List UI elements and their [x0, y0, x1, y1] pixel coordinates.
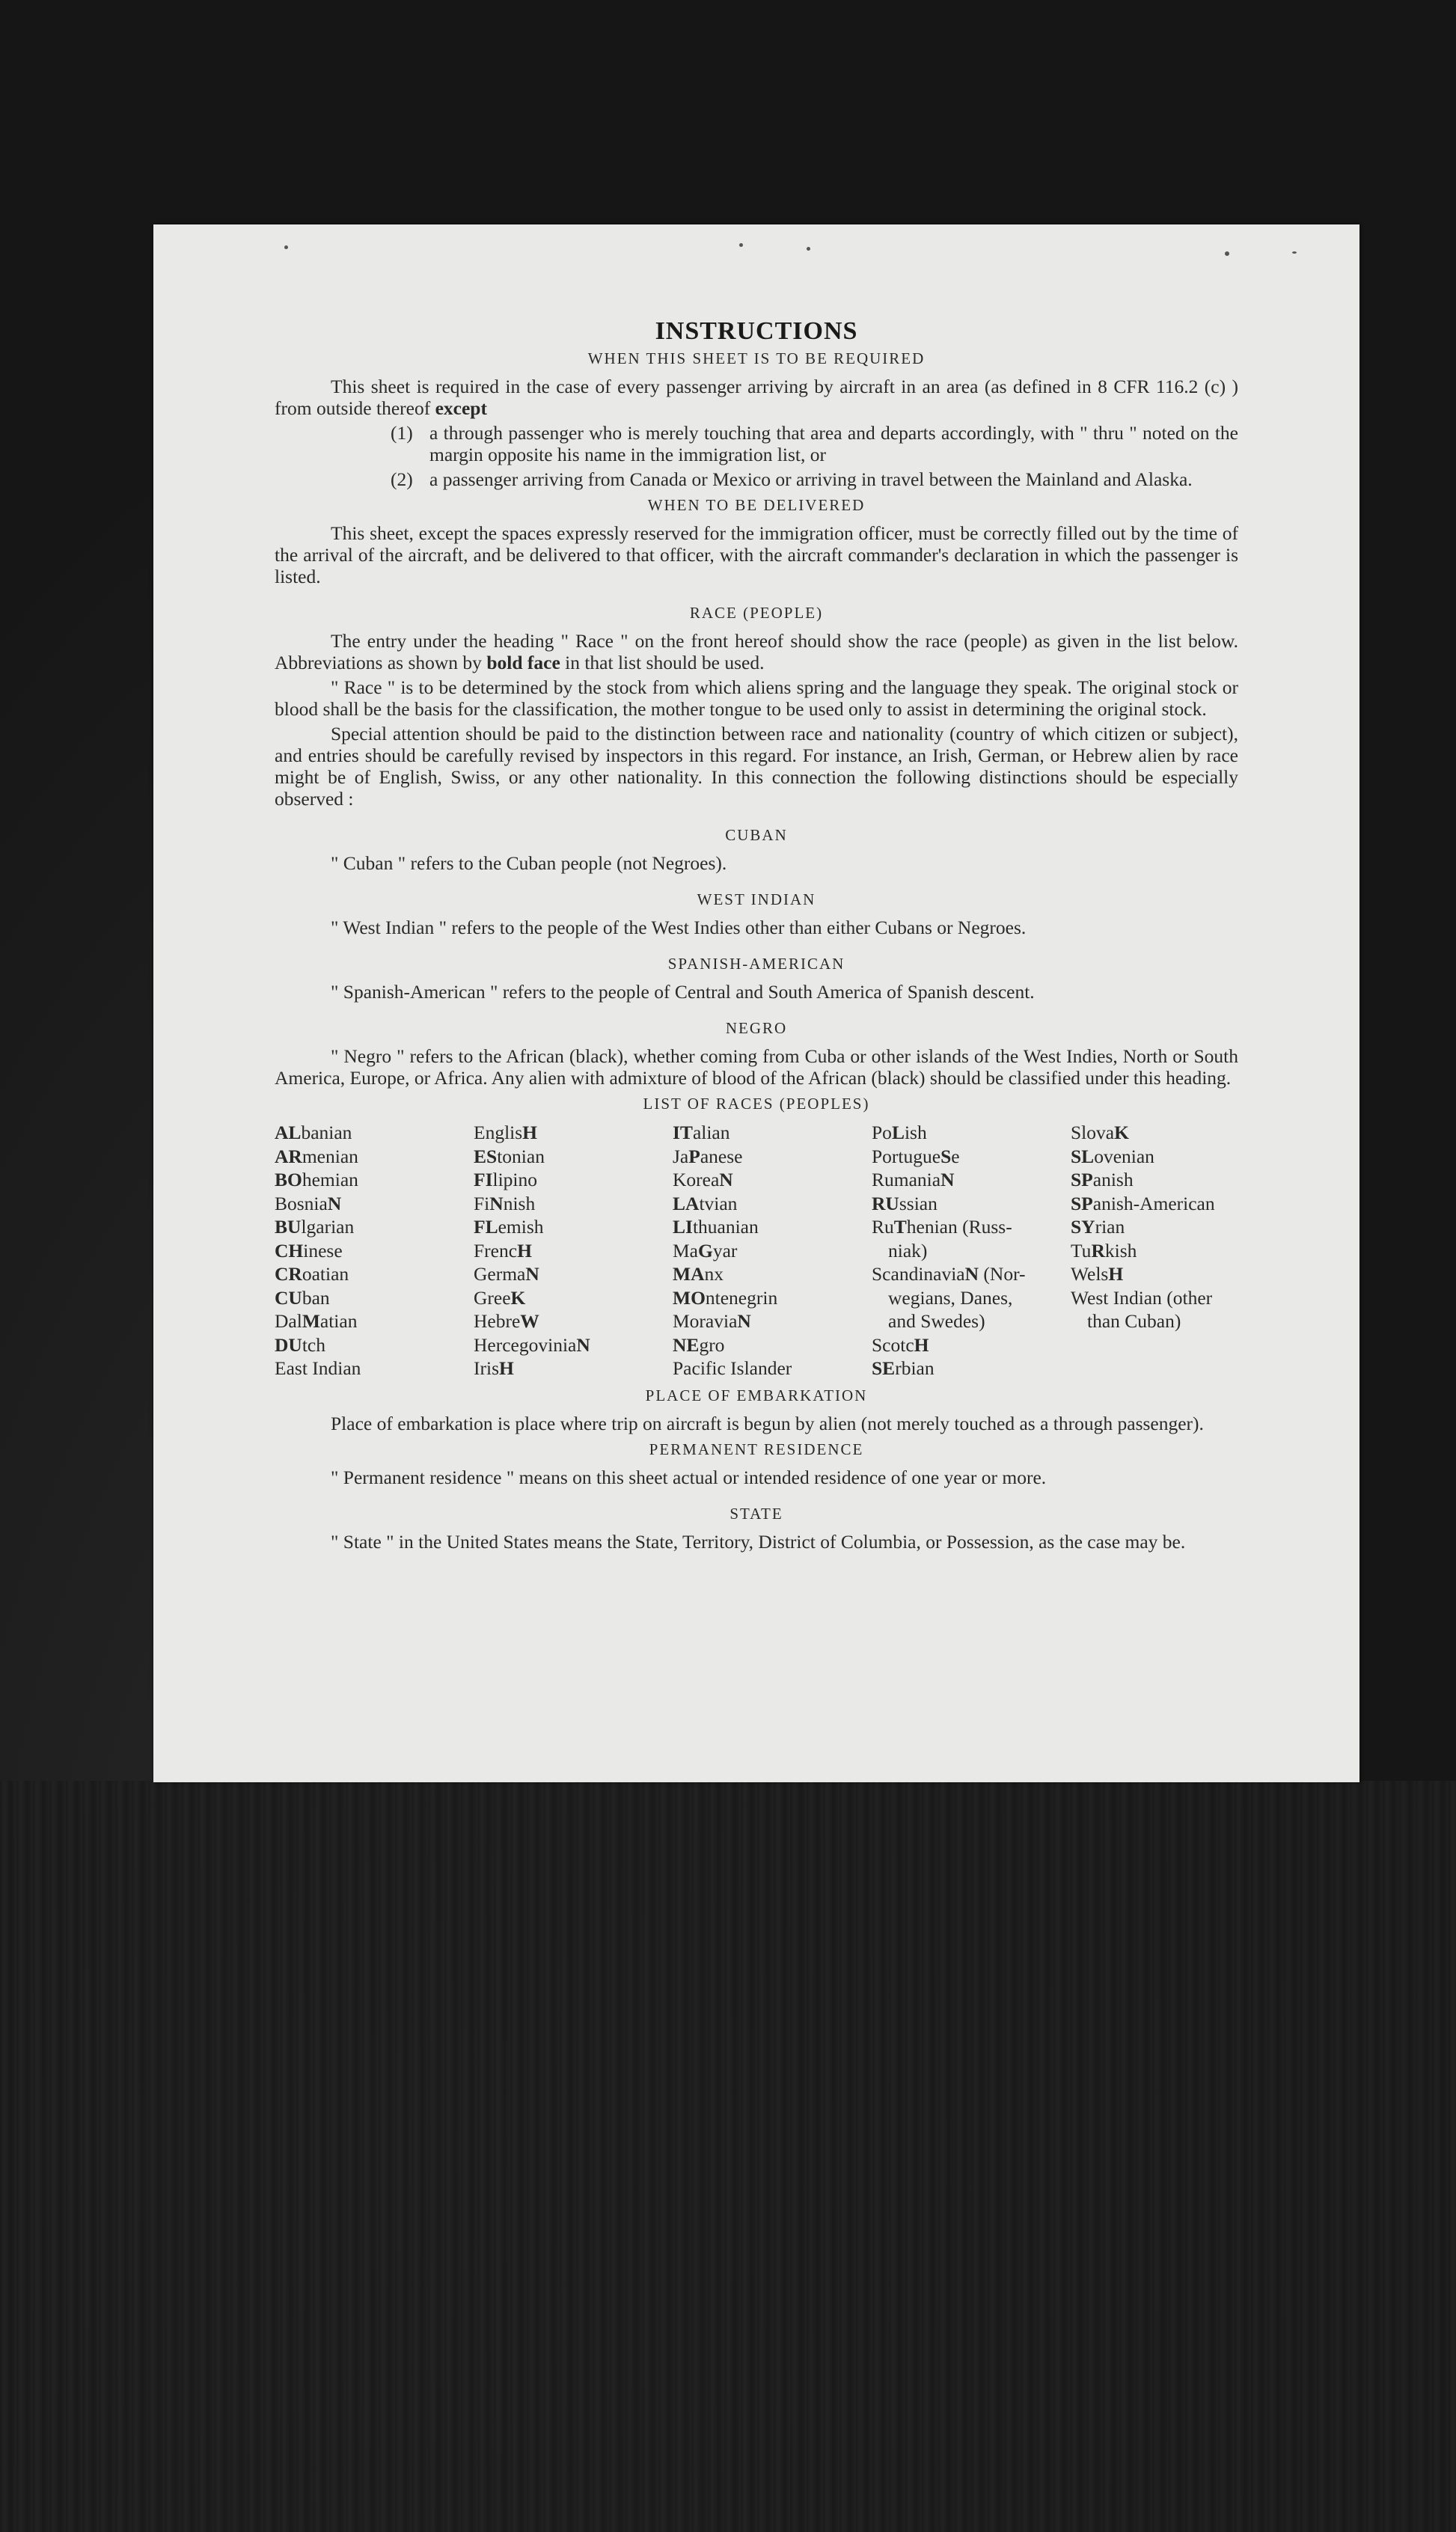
race-entry: HebreW	[474, 1310, 539, 1332]
race-entry: CRoatian	[275, 1263, 349, 1285]
delivered-text: This sheet, except the spaces expressly reserved for the immigration officer, must be correctly filled out by the time of the arrival of the aircraft, and be delivered to that officer, with the aircraft commander's declaration in which the passenger is listed.	[275, 522, 1238, 587]
race-entry: JaPanese	[673, 1145, 743, 1167]
race-entry: LAtvian	[673, 1192, 738, 1214]
speck-mark	[284, 245, 288, 249]
race-entry: BUlgarian	[275, 1216, 355, 1238]
heading-spanish-american: SPANISH-AMERICAN	[667, 955, 845, 973]
races-column-4	[872, 1121, 1071, 1380]
required-item-1	[275, 422, 1238, 465]
race-entry: LIthuanian	[673, 1216, 759, 1238]
heading-place-of-embarkation: PLACE OF EMBARKATION	[645, 1386, 868, 1404]
race-entry: SYrian	[1071, 1216, 1125, 1238]
race-entry: PoLish	[872, 1122, 927, 1143]
race-entry: KoreaN	[673, 1169, 733, 1190]
race-entry: HercegoviniaN	[474, 1333, 590, 1356]
item-number: (2)	[391, 468, 413, 490]
race-entry: IrisH	[474, 1357, 514, 1379]
race-entry: RumaniaN	[872, 1169, 955, 1190]
speck-mark	[1292, 251, 1297, 254]
heading-when-delivered: WHEN TO BE DELIVERED	[647, 496, 866, 514]
races-column-3	[673, 1121, 872, 1380]
race-entry: FrencH	[474, 1239, 532, 1262]
race-entry: SLovenian	[1071, 1145, 1154, 1167]
race-entry: CUban	[275, 1286, 330, 1309]
race-entry: MaGyar	[673, 1239, 738, 1262]
race-entry: BOhemian	[275, 1169, 358, 1190]
race-entry: ITalian	[673, 1122, 730, 1143]
race-entry: GermaN	[474, 1263, 539, 1285]
race-entry: FIlipino	[474, 1169, 538, 1190]
race-entry: ARmenian	[275, 1145, 358, 1167]
race-entry: CHinese	[275, 1239, 343, 1262]
race-entry: RuThenian (Russ-	[872, 1216, 1012, 1238]
heading-permanent-residence: PERMANENT RESIDENCE	[649, 1440, 864, 1458]
race-paragraph-2: " Race " is to be determined by the stock from which aliens spring and the language they speak. The original stock or blood shall be the basis for the classification, the mother tongue to be used only to assist in determining the original stock.	[275, 676, 1238, 720]
instruction-sheet	[153, 224, 1359, 1782]
race-entry: SPanish	[1071, 1169, 1134, 1190]
residence-text: " Permanent residence " means on this sheet actual or intended residence of one year or more.	[331, 1466, 1047, 1488]
race-entry: DUtch	[275, 1333, 325, 1356]
embarkation-text: Place of embarkation is place where trip on aircraft is begun by alien (not merely touched as a through passenger).	[331, 1412, 1204, 1434]
races-column-2	[474, 1121, 673, 1380]
west-indian-text: " West Indian " refers to the people of the West Indies other than either Cubans or Negroes.	[331, 917, 1027, 938]
required-intro-except: except	[435, 397, 487, 419]
race-entry: EStonian	[474, 1145, 545, 1167]
race-entry: MOntenegrin	[673, 1286, 778, 1309]
required-item-2	[275, 468, 1238, 490]
race-entry: WelsH	[1071, 1263, 1124, 1285]
race-entry: PortugueSe	[872, 1145, 960, 1167]
spanish-american-text: " Spanish-American " refers to the people of Central and South America of Spanish descent.	[331, 981, 1035, 1003]
required-intro	[275, 376, 1238, 419]
race-entry: FLemish	[474, 1216, 544, 1238]
race-entry: BosniaN	[275, 1192, 342, 1214]
heading-cuban: CUBAN	[725, 826, 788, 844]
negro-text: " Negro " refers to the African (black), whether coming from Cuba or other islands of the West Indies, North or South America, Europe, or Africa. Any alien with admixture of blood of the African (black) should be classified under this heading.	[275, 1045, 1238, 1089]
race-entry: TuRkish	[1071, 1239, 1137, 1262]
race-entry: ScandinaviaN (Nor-	[872, 1263, 1026, 1285]
race-entry: GreeK	[474, 1286, 526, 1309]
page-title: INSTRUCTIONS	[655, 317, 858, 345]
race-entry: West Indian (other	[1071, 1286, 1213, 1309]
race-entry: MoraviaN	[673, 1310, 751, 1332]
heading-race: RACE (PEOPLE)	[689, 604, 824, 622]
required-intro-text: This sheet is required in the case of every passenger arriving by aircraft in an area (as defined in 8 CFR 116.2 (c) ) from outside thereof	[275, 376, 1238, 419]
item-number: (1)	[391, 422, 413, 444]
race-entry: ScotcH	[872, 1333, 929, 1356]
state-text: " State " in the United States means the State, Territory, District of Columbia, or Possession, as the case may be.	[331, 1530, 1186, 1553]
race-entry: niak)	[888, 1239, 928, 1262]
race-entry: wegians, Danes,	[888, 1286, 1013, 1309]
races-column-1	[275, 1121, 474, 1380]
race-paragraph-1	[275, 630, 1238, 673]
race-entry: Pacific Islander	[673, 1357, 792, 1379]
race-p1-bold: bold face	[486, 652, 560, 673]
heading-state: STATE	[729, 1504, 783, 1523]
race-p1-text: The entry under the heading " Race " on the front hereof should show the race (people) as given in the list below. Abbreviations as shown by	[275, 630, 1238, 673]
speck-mark	[739, 243, 743, 247]
race-entry: FiNnish	[474, 1192, 536, 1214]
race-entry: RUssian	[872, 1192, 937, 1214]
heading-negro: NEGRO	[725, 1019, 788, 1037]
race-entry: and Swedes)	[888, 1310, 985, 1332]
heading-west-indian: WEST INDIAN	[697, 890, 816, 908]
race-entry: East Indian	[275, 1357, 361, 1379]
heading-when-required: WHEN THIS SHEET IS TO BE REQUIRED	[587, 349, 926, 367]
speck-mark	[807, 247, 810, 251]
race-entry: EnglisH	[474, 1122, 538, 1143]
races-column-5	[1071, 1121, 1238, 1380]
heading-list-of-races: LIST OF RACES (PEOPLES)	[643, 1095, 870, 1113]
scanner-background	[0, 1781, 1456, 2532]
race-entry: than Cuban)	[1087, 1310, 1181, 1332]
race-entry: ALbanian	[275, 1122, 352, 1143]
race-entry: SlovaK	[1071, 1122, 1129, 1143]
race-p1-text-end: in that list should be used.	[565, 652, 765, 673]
race-paragraph-3: Special attention should be paid to the distinction between race and nationality (country of which citizen or subject), and entries should be carefully revised by inspectors in this regard. For instance, an Irish, German, or Hebrew alien by race might be of English, Swiss, or any other nationality. In this connection the following distinctions should be especially observed :	[275, 723, 1238, 810]
item-text: a through passenger who is merely touching that area and departs accordingly, with " thru " noted on the margin opposite his name in the immigration list, or	[429, 422, 1238, 465]
item-text: a passenger arriving from Canada or Mexico or arriving in travel between the Mainland and Alaska.	[429, 468, 1193, 490]
race-entry: SErbian	[872, 1357, 935, 1379]
races-list	[275, 1121, 1238, 1380]
speck-mark	[1225, 251, 1229, 256]
cuban-text: " Cuban " refers to the Cuban people (not Negroes).	[331, 852, 727, 874]
race-entry: SPanish-American	[1071, 1192, 1215, 1214]
race-entry: DalMatian	[275, 1310, 358, 1332]
race-entry: MAnx	[673, 1263, 724, 1285]
instructions-content	[275, 317, 1238, 1556]
race-entry: NEgro	[673, 1333, 725, 1356]
